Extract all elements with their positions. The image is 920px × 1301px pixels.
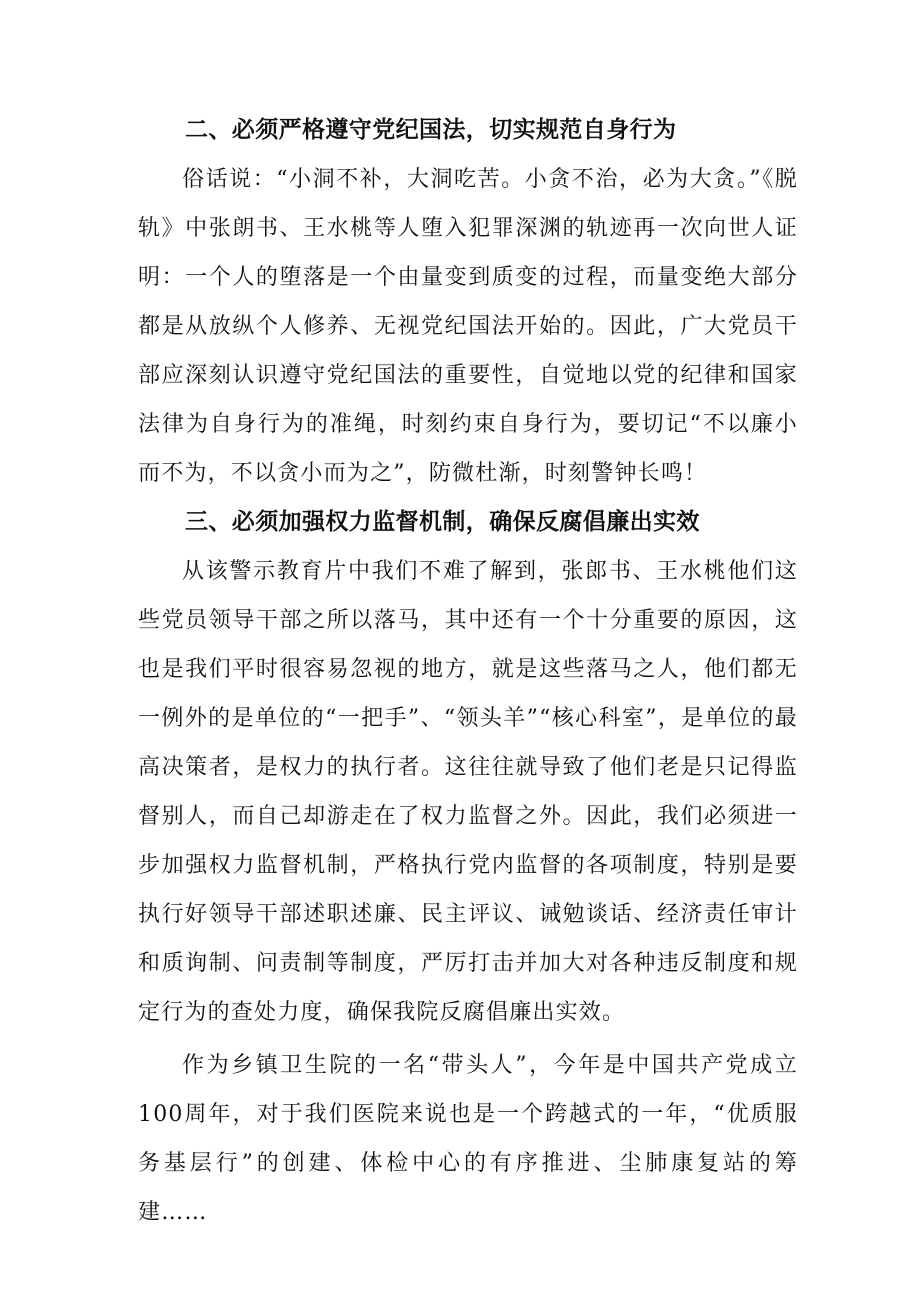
paragraph-party-discipline: 俗话说：“小洞不补，大洞吃苦。小贪不治，必为大贪。”《脱轨》中张朗书、王水桃等人堕入犯罪深渊的轨迹再一次向世人证明：一个人的堕落是一个由量变到质变的过程，而量变绝大部分都是从放纵个人修养、无视党纪国法开始的。因此，广大党员干部应深刻认识遵守党纪国法的重要性，自觉地以党的纪律和国家法律为自身行为的准绳，时刻约束自身行为，要切记“不以廉小而不为，不以贪小而为之”，防微杜渐，时刻警钟长鸣！ <box>138 167 798 486</box>
paragraph-power-supervision: 从该警示教育片中我们不难了解到，张郎书、王水桃他们这些党员领导干部之所以落马，其中还有一个十分重要的原因，这也是我们平时很容易忽视的地方，就是这些落马之人，他们都无一例外的是单位的“一把手”、“领头羊”“核心科室”，是单位的最高决策者，是权力的执行者。这往往就导致了他们老是只记得监督别人，而自己却游走在了权力监督之外。因此，我们必须进一步加强权力监督机制，严格执行党内监督的各项制度，特别是要执行好领导干部述职述廉、民主评议、诫勉谈话、经济责任审计和质询制、问责制等制度，严厉打击并加大对各种违反制度和规定行为的查处力度，确保我院反腐倡廉出实效。 <box>138 559 798 1025</box>
section-heading-3: 三、必须加强权力监督机制，确保反腐倡廉出实效 <box>185 509 700 535</box>
paragraph-hospital-leader: 作为乡镇卫生院的一名“带头人”，今年是中国共产党成立100周年，对于我们医院来说也是一个跨越式的一年，“优质服务基层行”的创建、体检中心的有序推进、尘肺康复站的筹建…… <box>138 1053 798 1225</box>
section-heading-2: 二、必须严格遵守党纪国法，切实规范自身行为 <box>185 117 677 143</box>
document-body <box>138 106 798 1237</box>
